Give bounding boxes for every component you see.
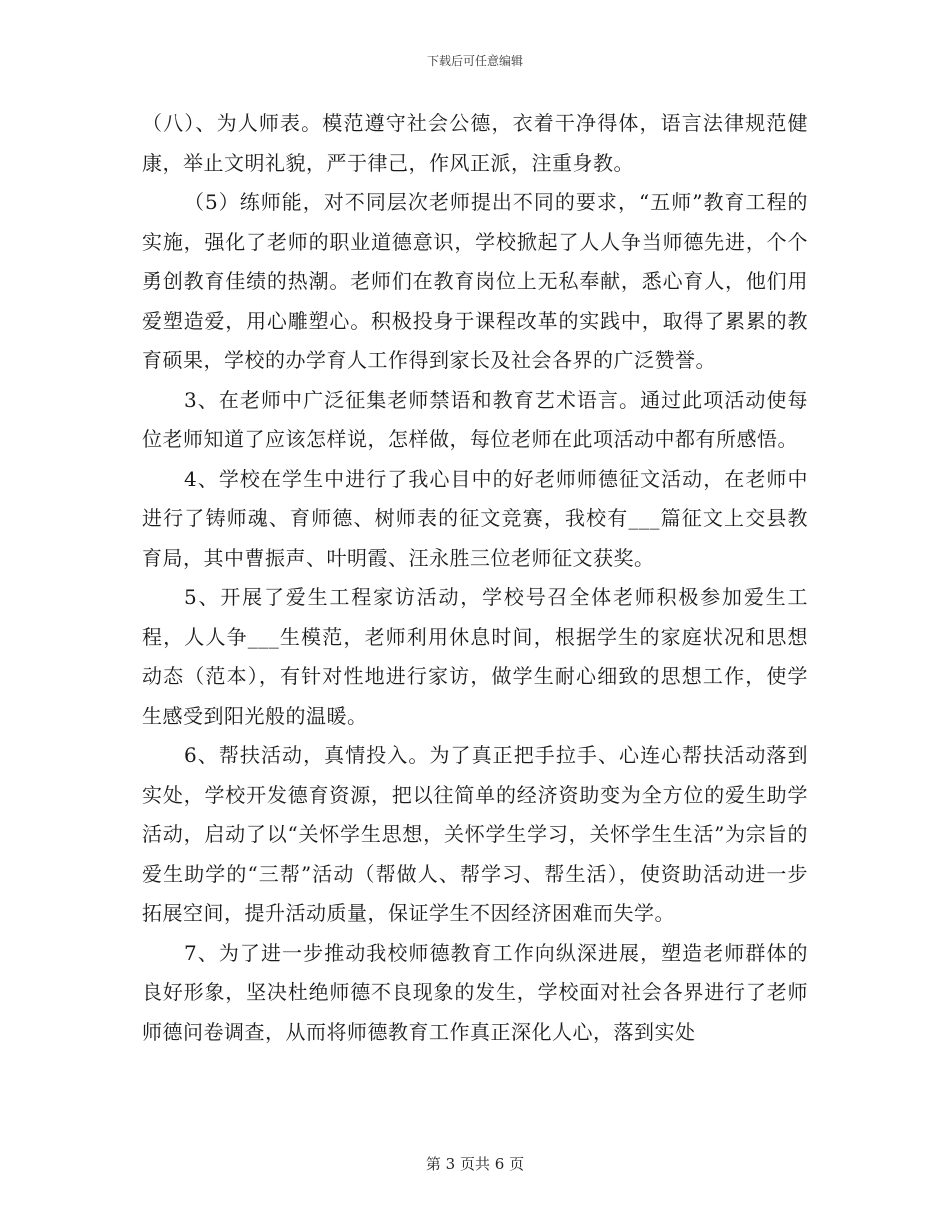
page-number: 第 3 页共 6 页	[425, 1155, 525, 1173]
paragraph-5-home-visits: 5、开展了爱生工程家访活动，学校号召全体老师积极参加爱生工程，人人争___生模范，老师利用休息时间，根据学生的家庭状况和思想动态（范本），有针对性地进行家访，做学生耐心细致的思想工作，使学生感受到阳光般的温暖。	[142, 585, 808, 728]
page-header: 下载后可任意编辑	[426, 54, 523, 68]
paragraph-5-teacher-skills: （5）练师能，对不同层次老师提出不同的要求，“五师”教育工程的实施，强化了老师的职业道德意识，学校掀起了人人争当师德先进，个个勇创教育佳绩的热潮。老师们在教育岗位上无私奉献，悉心育人，他们用爱塑造爱，用心雕塑心。积极投身于课程改革的实践中，取得了累累的教育硕果，学校的办学育人工作得到家长及社会各界的广泛赞誉。	[142, 190, 808, 372]
paragraph-4-essay-contest: 4、学校在学生中进行了我心目中的好老师师德征文活动，在老师中进行了铸师魂、育师德、树师表的征文竞赛，我校有___篇征文上交县教育局，其中曹振声、叶明霞、汪永胜三位老师征文获奖。	[142, 466, 808, 570]
document-body	[142, 104, 808, 1052]
paragraph-7-survey: 7、为了进一步推动我校师德教育工作向纵深进展，塑造老师群体的良好形象，坚决杜绝师德不良现象的发生，学校面对社会各界进行了老师师德问卷调查，从而将师德教育工作真正深化人心，落到实处	[142, 940, 808, 1044]
paragraph-8-teacher-conduct: （八）、为人师表。模范遵守社会公德，衣着干净得体，语言法律规范健康，举止文明礼貌，严于律己，作风正派，注重身教。	[142, 111, 808, 175]
paragraph-6-support-activities: 6、帮扶活动，真情投入。为了真正把手拉手、心连心帮扶活动落到实处，学校开发德育资源，把以往简单的经济资助变为全方位的爱生助学活动，启动了以“关怀学生思想，关怀学生学习，关怀学生生活”为宗旨的爱生助学的“三帮”活动（帮做人、帮学习、帮生活），使资助活动进一步拓展空间，提升活动质量，保证学生不因经济困难而失学。	[142, 743, 808, 925]
paragraph-3-teacher-language: 3、在老师中广泛征集老师禁语和教育艺术语言。通过此项活动使每位老师知道了应该怎样说，怎样做，每位老师在此项活动中都有所感悟。	[142, 387, 808, 451]
